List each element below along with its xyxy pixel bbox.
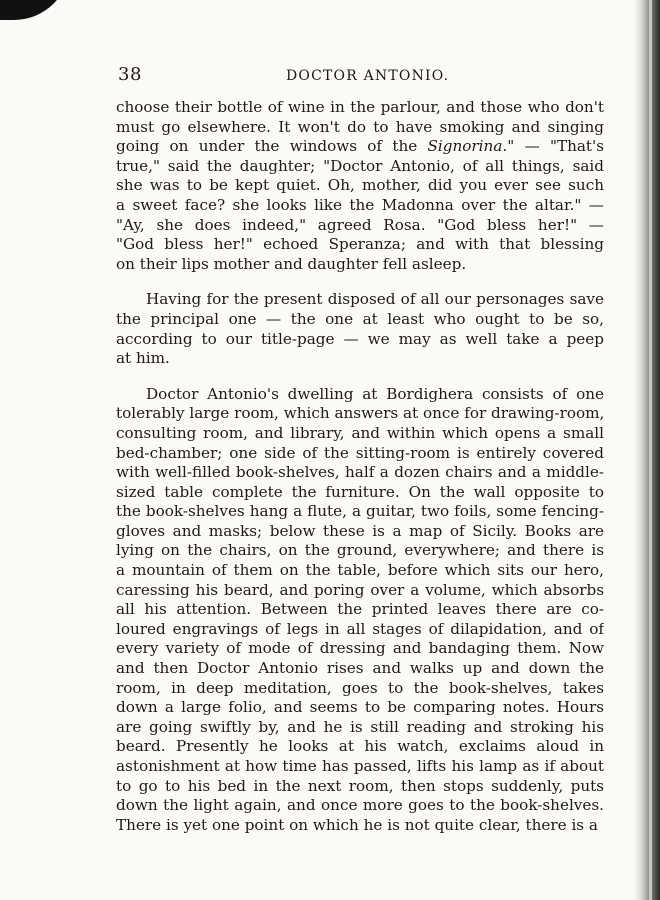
scan-corner-shadow: [0, 0, 70, 20]
paragraph-2: [116, 290, 604, 368]
paragraph-1: [116, 98, 604, 274]
text-line: room, in deep meditation, goes to the book-shelves, takes: [116, 678, 604, 697]
text-line: a sweet face? she looks like the Madonna over the altar." —: [116, 195, 604, 214]
text-line: loured engravings of legs in all stages of dilapidation, and of: [116, 619, 604, 638]
text-line: true," said the daughter; "Doctor Antonio, of all things, said: [116, 156, 604, 175]
text-line: the principal one — the one at least who ought to be so,: [116, 309, 604, 328]
text-line: caressing his beard, and poring over a volume, which absorbs: [116, 580, 604, 599]
text-line: down a large folio, and seems to be comparing notes. Hours: [116, 698, 604, 717]
text-line: she was to be kept quiet. Oh, mother, did you ever see such: [116, 176, 604, 195]
text-line: gloves and masks; below these is a map of Sicily. Books are: [116, 521, 604, 540]
text-line: bed-chamber; one side of the sitting-room is entirely covered: [116, 443, 604, 462]
text-line: Doctor Antonio's dwelling at Bordighera consists of one: [146, 384, 604, 403]
text-line: tolerably large room, which answers at once for drawing-room,: [116, 404, 604, 423]
body-text: [116, 98, 604, 851]
text-line: Having for the present disposed of all our personages save: [146, 290, 604, 309]
paragraph-3: [116, 385, 604, 836]
text-line: astonishment at how time has passed, lifts his lamp as if about: [116, 757, 604, 775]
text-line: on their lips mother and daughter fell asleep.: [116, 254, 467, 273]
text-line: and then Doctor Antonio rises and walks up and down the: [116, 659, 604, 678]
text-line: beard. Presently he looks at his watch, exclaims aloud in: [116, 737, 604, 756]
text-line: every variety of mode of dressing and bandaging them. Now: [116, 639, 604, 658]
text-line: "Ay, she does indeed," agreed Rosa. "God bless her!" —: [116, 215, 604, 234]
text-line: consulting room, and library, and within which opens a small: [116, 423, 604, 442]
text-line: are going swiftly by, and he is still reading and stroking his: [116, 717, 604, 736]
text-line: must go elsewhere. It won't do to have smoking and singing: [116, 117, 604, 136]
binding-edge-shadow: [634, 0, 660, 900]
text-line: the book-shelves hang a flute, a guitar, two foils, some fencing-: [116, 502, 604, 521]
text-line: "God bless her!" echoed Speranza; and with that blessing: [116, 235, 604, 254]
page-header: [118, 64, 602, 86]
text-line: choose their bottle of wine in the parlour, and those who don't: [116, 98, 604, 116]
text-line: down the light again, and once more goes to the book-shelves.: [116, 796, 604, 815]
text-line: according to our title-page — we may as well take a peep: [116, 329, 604, 348]
text-line: sized table complete the furniture. On the wall opposite to: [116, 482, 604, 501]
text-line: to go to his bed in the next room, then stops suddenly, puts: [116, 776, 604, 795]
text-line: at him.: [116, 349, 170, 368]
text-line: lying on the chairs, on the ground, everywhere; and there is: [116, 541, 604, 560]
text-line: all his attention. Between the printed leaves there are co-: [116, 600, 604, 619]
text-line: with well-filled book-shelves, half a dozen chairs and a middle-: [116, 463, 604, 482]
text-line: going on under the windows of the Signorina." — "That's: [116, 137, 604, 156]
text-line: a mountain of them on the table, before which sits our hero,: [116, 561, 604, 580]
text-line: There is yet one point on which he is not quite clear, there is a: [116, 815, 598, 834]
binding-edge-line: [649, 0, 652, 900]
page-number: 38: [118, 64, 142, 85]
running-title: DOCTOR ANTONIO.: [286, 68, 450, 84]
